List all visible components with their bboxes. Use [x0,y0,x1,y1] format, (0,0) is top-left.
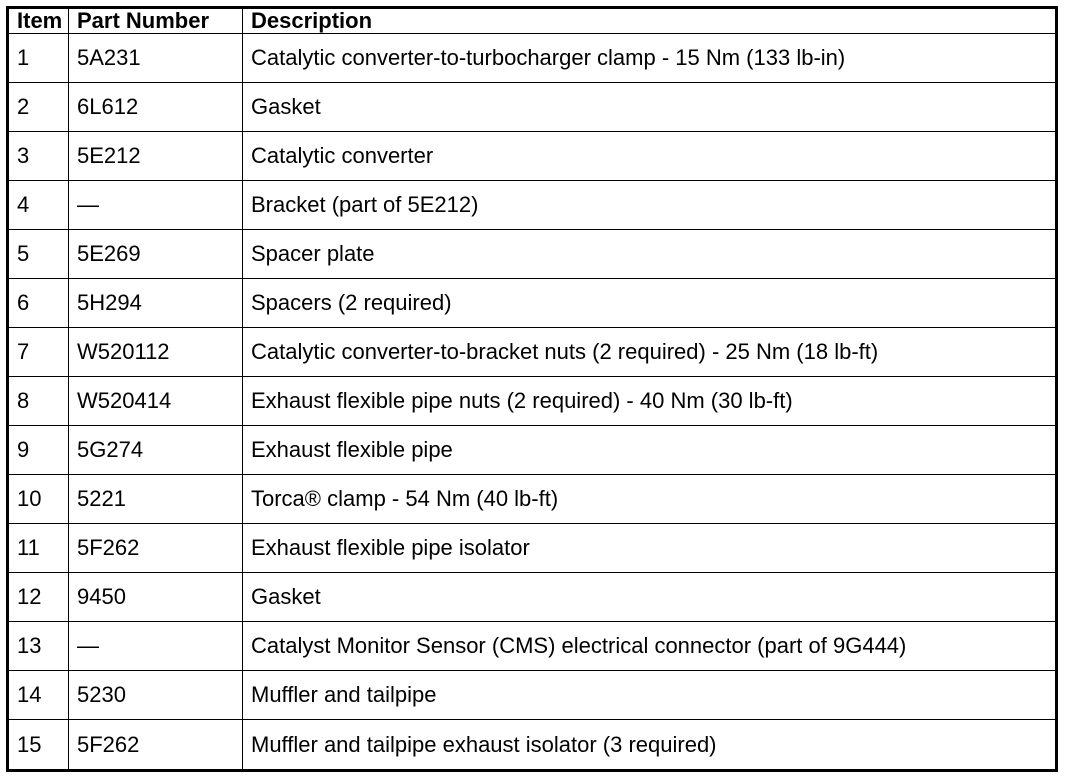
part-number-cell: 5A231 [69,34,243,83]
part-number-cell: 5F262 [69,720,243,771]
part-number-cell: 9450 [69,573,243,622]
table-row [8,230,1057,279]
part-number-cell: W520414 [69,377,243,426]
description-cell: Exhaust flexible pipe isolator [243,524,1057,573]
item-cell: 8 [8,377,69,426]
description-cell: Catalytic converter-to-bracket nuts (2 required) - 25 Nm (18 lb-ft) [243,328,1057,377]
description-cell: Spacers (2 required) [243,279,1057,328]
table-body [8,34,1057,771]
description-cell: Gasket [243,83,1057,132]
column-header-item: Item [8,8,69,34]
column-header-part-number: Part Number [69,8,243,34]
description-cell: Torca® clamp - 54 Nm (40 lb-ft) [243,475,1057,524]
table-row [8,426,1057,475]
part-number-cell: 5F262 [69,524,243,573]
table-row [8,524,1057,573]
item-cell: 14 [8,671,69,720]
item-cell: 4 [8,181,69,230]
description-cell: Catalyst Monitor Sensor (CMS) electrical connector (part of 9G444) [243,622,1057,671]
description-cell: Gasket [243,573,1057,622]
item-cell: 15 [8,720,69,771]
table-row [8,83,1057,132]
part-number-cell: — [69,622,243,671]
item-cell: 11 [8,524,69,573]
item-cell: 6 [8,279,69,328]
description-cell: Bracket (part of 5E212) [243,181,1057,230]
item-cell: 12 [8,573,69,622]
item-cell: 2 [8,83,69,132]
table-header-row [8,8,1057,34]
part-number-cell: 5230 [69,671,243,720]
description-cell: Muffler and tailpipe exhaust isolator (3 required) [243,720,1057,771]
part-number-cell: 5E212 [69,132,243,181]
item-cell: 9 [8,426,69,475]
description-cell: Catalytic converter-to-turbocharger clamp - 15 Nm (133 lb-in) [243,34,1057,83]
column-header-description: Description [243,8,1057,34]
item-cell: 7 [8,328,69,377]
table-row [8,671,1057,720]
table-row [8,720,1057,771]
table-row [8,328,1057,377]
part-number-cell: 5G274 [69,426,243,475]
table-row [8,132,1057,181]
description-cell: Catalytic converter [243,132,1057,181]
part-number-cell: — [69,181,243,230]
parts-table [6,6,1058,772]
part-number-cell: 5221 [69,475,243,524]
item-cell: 3 [8,132,69,181]
item-cell: 13 [8,622,69,671]
description-cell: Exhaust flexible pipe nuts (2 required) - 40 Nm (30 lb-ft) [243,377,1057,426]
item-cell: 1 [8,34,69,83]
part-number-cell: W520112 [69,328,243,377]
table-row [8,181,1057,230]
table-row [8,377,1057,426]
description-cell: Spacer plate [243,230,1057,279]
part-number-cell: 5E269 [69,230,243,279]
table-row [8,34,1057,83]
table-row [8,573,1057,622]
description-cell: Muffler and tailpipe [243,671,1057,720]
item-cell: 10 [8,475,69,524]
part-number-cell: 6L612 [69,83,243,132]
item-cell: 5 [8,230,69,279]
part-number-cell: 5H294 [69,279,243,328]
table-row [8,279,1057,328]
table-row [8,475,1057,524]
table-row [8,622,1057,671]
description-cell: Exhaust flexible pipe [243,426,1057,475]
